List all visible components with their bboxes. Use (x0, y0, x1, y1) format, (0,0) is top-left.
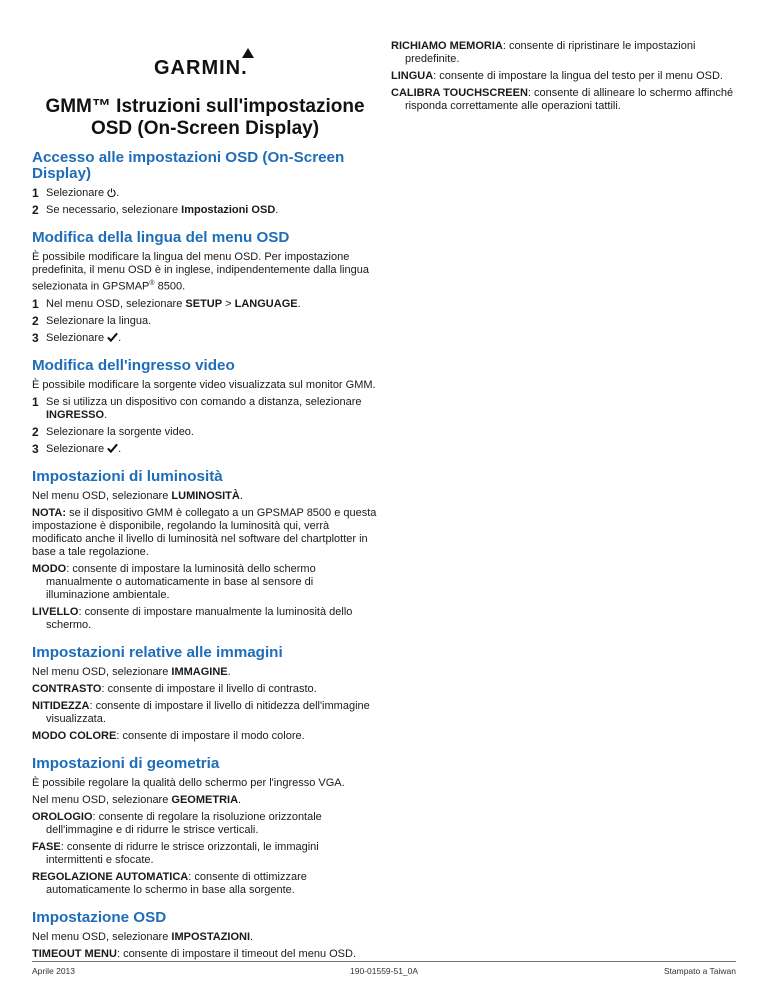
definition-text: : consente di impostare la luminosità dello schermo manualmente o automaticamente in base al sensore di illuminazione ambientale. (46, 562, 316, 601)
definition-term: MODO (32, 562, 67, 575)
step (32, 332, 378, 345)
definition (391, 70, 736, 83)
step-text: Selezionare (46, 187, 108, 199)
definition-text: : consente di ripristinare le impostazioni predefinite. (405, 40, 696, 65)
text-end: . (227, 665, 231, 678)
step-text-end: . (275, 204, 279, 216)
footer-part-number: 190-01559-51_0A (350, 966, 419, 976)
definition-term: LINGUA (391, 70, 434, 82)
paragraph (32, 490, 378, 503)
section-heading: Impostazione OSD (32, 908, 167, 926)
step-number: 1 (32, 186, 39, 200)
definition (32, 563, 378, 602)
note (32, 507, 378, 559)
step (32, 187, 378, 200)
section-video-input (32, 358, 378, 456)
bold-term: IMPOSTAZIONI (171, 930, 251, 943)
definition (32, 730, 378, 743)
section-osd-settings (32, 910, 378, 961)
definition (391, 87, 736, 113)
section-geometry (32, 756, 378, 897)
step-text: Selezionare (46, 442, 108, 455)
step-text-end: . (116, 187, 120, 199)
section-language (32, 230, 378, 345)
definition-term: OROLOGIO (32, 810, 93, 823)
definition-term: RICHIAMO MEMORIA (391, 40, 503, 52)
paragraph (32, 251, 378, 294)
step-number: 2 (32, 313, 39, 328)
bold-term: IMMAGINE (171, 665, 228, 678)
definition-text: : consente di regolare la risoluzione orizzontale dell'immagine e di ridurre le strisce verticali. (46, 810, 322, 836)
section-heading: Modifica della lingua del menu OSD (32, 229, 290, 246)
step-number: 2 (32, 203, 39, 217)
step-bold: INGRESSO (46, 408, 105, 421)
definition (32, 811, 378, 837)
intro-end: 8500. (154, 280, 186, 293)
bold-term: LUMINOSITÀ (171, 489, 240, 502)
step-bold: SETUP (185, 297, 223, 310)
bold-term: GEOMETRIA (171, 793, 239, 806)
checkmark-icon (107, 332, 118, 342)
note-label: NOTA: (32, 506, 67, 519)
definition-term: REGOLAZIONE AUTOMATICA (32, 870, 189, 883)
definition-term: MODO COLORE (32, 729, 117, 742)
definition-term: CALIBRA TOUCHSCREEN (391, 87, 528, 99)
page-footer (32, 961, 736, 980)
step-number: 1 (32, 394, 39, 409)
section-access-osd (32, 150, 378, 217)
text: Nel menu OSD, selezionare (32, 793, 172, 806)
step-text: Se si utilizza un dispositivo con comando a distanza, selezionare (46, 395, 362, 408)
step (32, 204, 378, 217)
definition-text: : consente di impostare il timeout del menu OSD. (116, 947, 357, 960)
definition (32, 948, 378, 961)
paragraph (32, 931, 378, 944)
title-line-1: GMM™ Istruzioni sull'impostazione (45, 96, 365, 117)
garmin-logo-graphic (154, 48, 266, 76)
left-column (32, 150, 378, 974)
paragraph: È possibile modificare la sorgente video visualizzata sul monitor GMM. (32, 378, 376, 391)
section-image (32, 645, 378, 743)
definition (32, 683, 378, 696)
garmin-wordmark: GARMIN. (154, 57, 248, 76)
document-title (32, 96, 378, 140)
registered-mark: ® (149, 280, 155, 287)
step-text: Selezionare la lingua. (46, 314, 152, 327)
intro-text: È possibile modificare la lingua del menu OSD. Per impostazione predefinita, il menu OSD è in inglese, indipendentemente dalla lingua selezionata in GPSMAP (32, 251, 369, 293)
paragraph (32, 666, 378, 679)
definition-term: FASE (32, 840, 61, 853)
paragraph (32, 794, 378, 807)
step-number: 1 (32, 296, 39, 311)
step-bold: Impostazioni OSD (181, 204, 276, 216)
note-text: se il dispositivo GMM è collegato a un GPSMAP 8500 e questa impostazione è disponibile, regolando la luminosità qui, verrà modificato anche il livello di luminosità nel software del chartplotter in base a tale regolazione. (32, 506, 377, 558)
definition-text: : consente di impostare il livello di nitidezza dell'immagine visualizzata. (46, 699, 370, 725)
step-text-end: . (297, 297, 301, 310)
step-text-end: . (118, 331, 122, 344)
step-text-end: . (104, 408, 108, 421)
step (32, 426, 378, 439)
section-heading: Modifica dell'ingresso video (32, 356, 235, 374)
step-number: 3 (32, 441, 39, 456)
step-number: 2 (32, 424, 39, 439)
text-end: . (239, 489, 243, 502)
footer-date: Aprile 2013 (32, 966, 76, 976)
definition-text: : consente di ottimizzare automaticamente lo schermo in base alla sorgente. (46, 870, 307, 896)
step-text: Selezionare la sorgente video. (46, 425, 194, 438)
definition-text: : consente di impostare manualmente la luminosità dello schermo. (46, 605, 353, 631)
text: Nel menu OSD, selezionare (32, 665, 172, 678)
definition-term: TIMEOUT MENU (32, 947, 117, 960)
step (32, 298, 378, 311)
definition-text: : consente di ridurre le strisce orizzontali, le immagini intermittenti e sfocate. (46, 840, 319, 866)
definition (32, 606, 378, 632)
text: Nel menu OSD, selezionare (32, 489, 172, 502)
section-heading: Accesso alle impostazioni OSD (On-Screen Display) (32, 149, 345, 182)
section-heading: Impostazioni relative alle immagini (32, 643, 283, 661)
step (32, 396, 378, 422)
section-heading: Impostazioni di luminosità (32, 467, 223, 485)
title-line-2: OSD (On-Screen Display) (90, 118, 320, 139)
step (32, 443, 378, 456)
text-end: . (250, 930, 254, 943)
step-text: Se necessario, selezionare (46, 204, 182, 216)
garmin-logo (154, 48, 266, 76)
step-separator: > (222, 297, 235, 310)
text-end: . (238, 793, 242, 806)
definition-text: : consente di impostare il modo colore. (116, 729, 305, 742)
definition-text: : consente di impostare il livello di contrasto. (101, 682, 317, 695)
step-bold: LANGUAGE (234, 297, 298, 310)
definition-term: CONTRASTO (32, 682, 102, 695)
step (32, 315, 378, 328)
power-icon (107, 188, 116, 197)
definition (391, 40, 736, 66)
text: Nel menu OSD, selezionare (32, 930, 172, 943)
section-heading: Impostazioni di geometria (32, 754, 220, 772)
right-column (391, 40, 736, 117)
definition-text: : consente di allineare lo schermo affinché risponda correttamente alle operazioni tattili. (405, 87, 734, 112)
section-brightness (32, 469, 378, 632)
step-number: 3 (32, 330, 39, 345)
definition (32, 700, 378, 726)
definition (32, 871, 378, 897)
definition-term: LIVELLO (32, 605, 79, 618)
definition-term: NITIDEZZA (32, 699, 90, 712)
footer-printed: Stampato a Taiwan (663, 966, 736, 976)
paragraph: È possibile regolare la qualità dello schermo per l'ingresso VGA. (32, 776, 345, 789)
step-text: Nel menu OSD, selezionare (46, 297, 186, 310)
definition (32, 841, 378, 867)
checkmark-icon (107, 443, 118, 453)
step-text-end: . (118, 442, 122, 455)
definition-text: : consente di impostare la lingua del testo per il menu OSD. (433, 70, 723, 82)
step-text: Selezionare (46, 331, 108, 344)
